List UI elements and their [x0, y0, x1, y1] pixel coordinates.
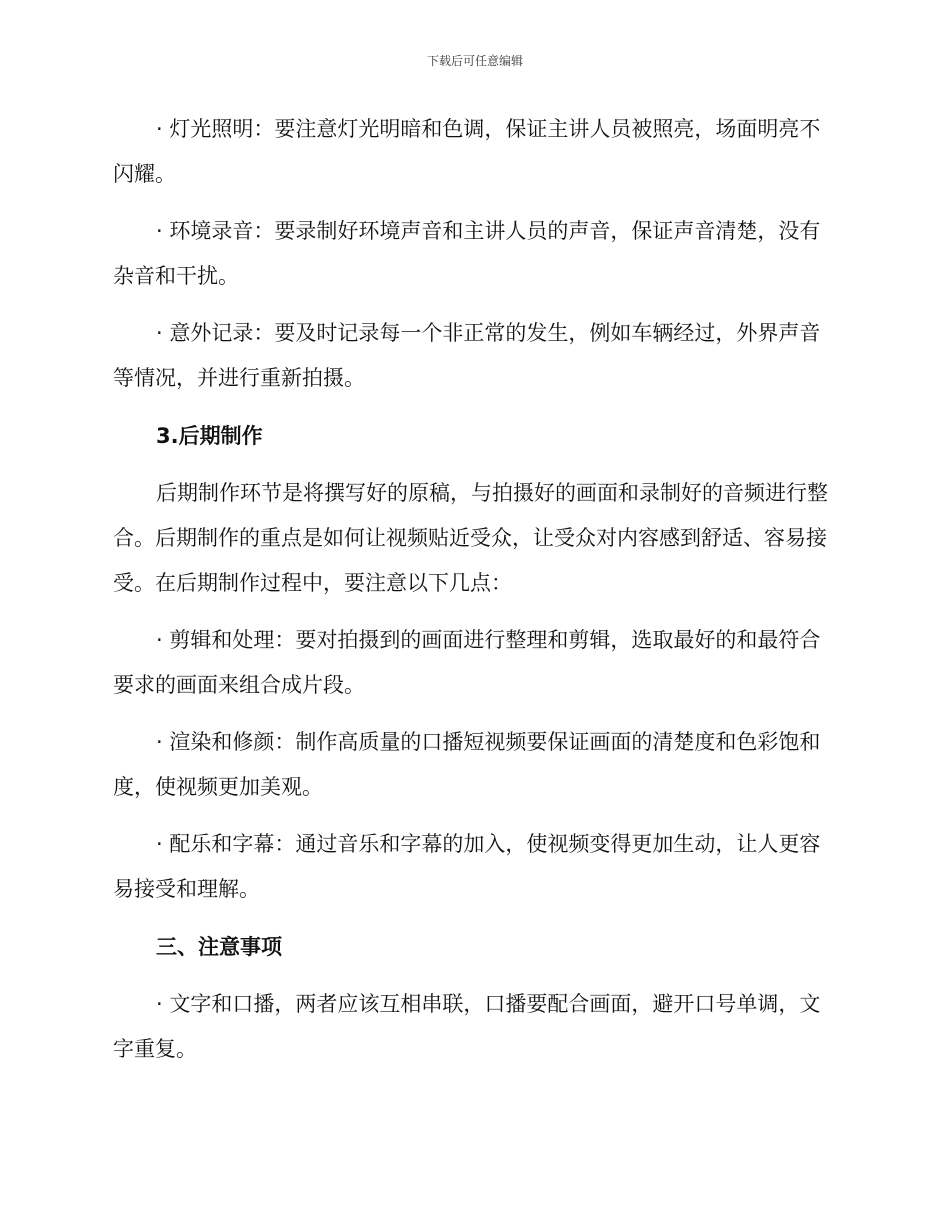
- paragraph-music-subtitles: · 配乐和字幕：通过音乐和字幕的加入，使视频变得更加生动，让人更容易接受和理解。: [113, 832, 821, 901]
- paragraph-post-production-intro: 后期制作环节是将撰写好的原稿，与拍摄好的画面和录制好的音频进行整合。后期制作的重点是如何让视频贴近受众，让受众对内容感到舒适、容易接受。在后期制作过程中，要注意以下几点：: [113, 481, 828, 595]
- section-heading-post-production: 3.后期制作: [156, 424, 263, 448]
- section-heading-notes: 三、注意事项: [156, 935, 282, 959]
- header-note: 下载后可任意编辑: [426, 54, 523, 68]
- paragraph-text-and-voice: · 文字和口播，两者应该互相串联，口播要配合画面，避开口号单调，文字重复。: [113, 992, 821, 1061]
- paragraph-environment-audio: · 环境录音：要录制好环境声音和主讲人员的声音，保证声音清楚，没有杂音和干扰。: [113, 219, 821, 288]
- paragraph-lighting: · 灯光照明：要注意灯光明暗和色调，保证主讲人员被照亮，场面明亮不闪耀。: [113, 117, 821, 186]
- paragraph-rendering: · 渲染和修颜：制作高质量的口播短视频要保证画面的清楚度和色彩饱和度，使视频更加美观。: [113, 730, 821, 799]
- paragraph-editing: · 剪辑和处理：要对拍摄到的画面进行整理和剪辑，选取最好的和最符合要求的画面来组合成片段。: [113, 628, 821, 697]
- paragraph-accident-record: · 意外记录：要及时记录每一个非正常的发生，例如车辆经过，外界声音等情况，并进行重新拍摄。: [113, 321, 821, 390]
